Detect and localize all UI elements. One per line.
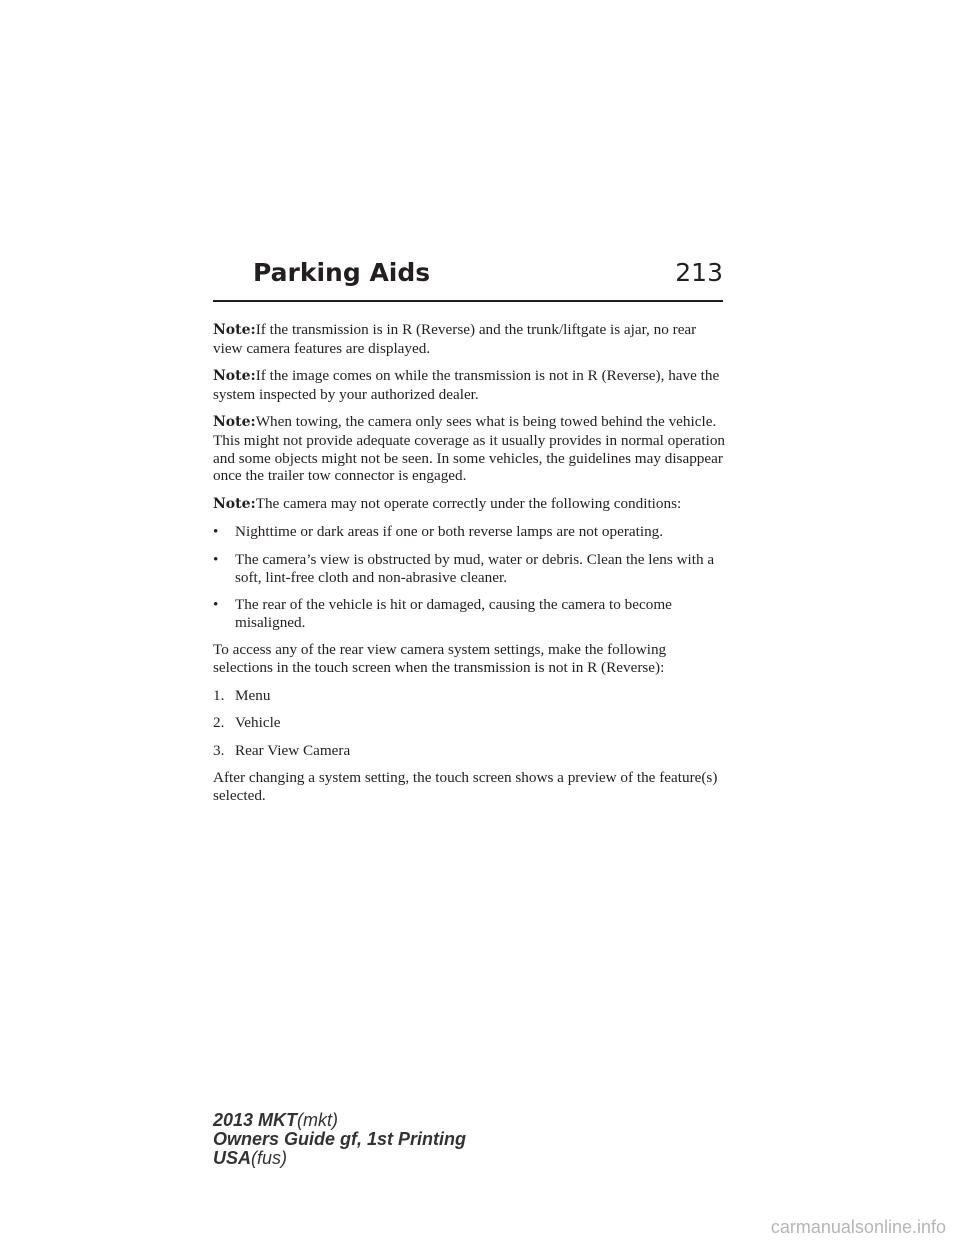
print-footer [213, 1111, 466, 1168]
note-label: Note: [213, 495, 256, 512]
step-label: Menu [235, 686, 271, 704]
note-paragraph [213, 413, 728, 484]
step-label: Vehicle [235, 714, 281, 732]
note-label: Note: [213, 414, 256, 431]
page-number: 213 [675, 258, 723, 287]
bullet-text: The rear of the vehicle is hit or damaged, causing the camera to become misaligned. [235, 596, 672, 631]
bullet-symbol: • [213, 523, 219, 541]
note-text: The camera may not operate correctly under the following conditions: [255, 494, 682, 512]
step-label: Rear View Camera [235, 741, 351, 759]
footer-model: 2013 MKT [213, 1110, 298, 1130]
page-header [213, 258, 723, 306]
step-number: 2. [213, 714, 225, 732]
note-paragraph [213, 495, 728, 514]
section-title: Parking Aids [253, 258, 431, 287]
bullet-symbol: • [213, 596, 219, 614]
closing-paragraph: After changing a system setting, the touch screen shows a preview of the feature(s) selected. [213, 769, 718, 804]
footer-guide: Owners Guide gf, 1st Printing [213, 1129, 467, 1149]
step-item [213, 742, 728, 760]
watermark-link[interactable]: carmanualsonline.info [770, 1217, 946, 1237]
step-number: 1. [213, 686, 225, 704]
footer-line-region [213, 1149, 466, 1168]
footer-model-code-text: (mkt) [297, 1110, 339, 1130]
note-text: If the transmission is in R (Reverse) and the trunk/liftgate is ajar, no rear view camera features are displayed. [213, 321, 697, 357]
step-item [213, 714, 728, 732]
page-content [213, 321, 728, 814]
bullet-item [213, 551, 728, 586]
note-text: When towing, the camera only sees what is being towed behind the vehicle. This might not provide adequate coverage as it usually provides in normal operation and some objects might not be seen. In some vehicles, the guidelines may disappear once the trailer tow connector is engaged. [213, 413, 726, 485]
footer-region: USA [213, 1148, 252, 1168]
bullet-item [213, 596, 728, 631]
header-rule [213, 300, 723, 302]
step-item [213, 687, 728, 705]
bullet-item [213, 523, 728, 541]
bullet-text: Nighttime or dark areas if one or both reverse lamps are not operating. [235, 523, 664, 541]
bullet-text: The camera’s view is obstructed by mud, water or debris. Clean the lens with a soft, lint-free cloth and non-abrasive cleaner. [235, 550, 715, 586]
bullet-symbol: • [213, 550, 219, 568]
access-intro: To access any of the rear view camera system settings, make the following selections in the touch screen when the transmission is not in R (Reverse): [213, 641, 667, 676]
note-label: Note: [213, 322, 256, 338]
note-text: If the image comes on while the transmission is not in R (Reverse), have the system inspected by your authorized dealer. [213, 367, 720, 403]
step-number: 3. [213, 741, 225, 759]
note-paragraph [213, 321, 728, 357]
footer-region-code: (fus) [251, 1148, 288, 1168]
footer-line-model [213, 1111, 466, 1130]
footer-line-guide [213, 1130, 466, 1149]
note-label: Note: [213, 368, 256, 385]
note-paragraph [213, 367, 728, 403]
